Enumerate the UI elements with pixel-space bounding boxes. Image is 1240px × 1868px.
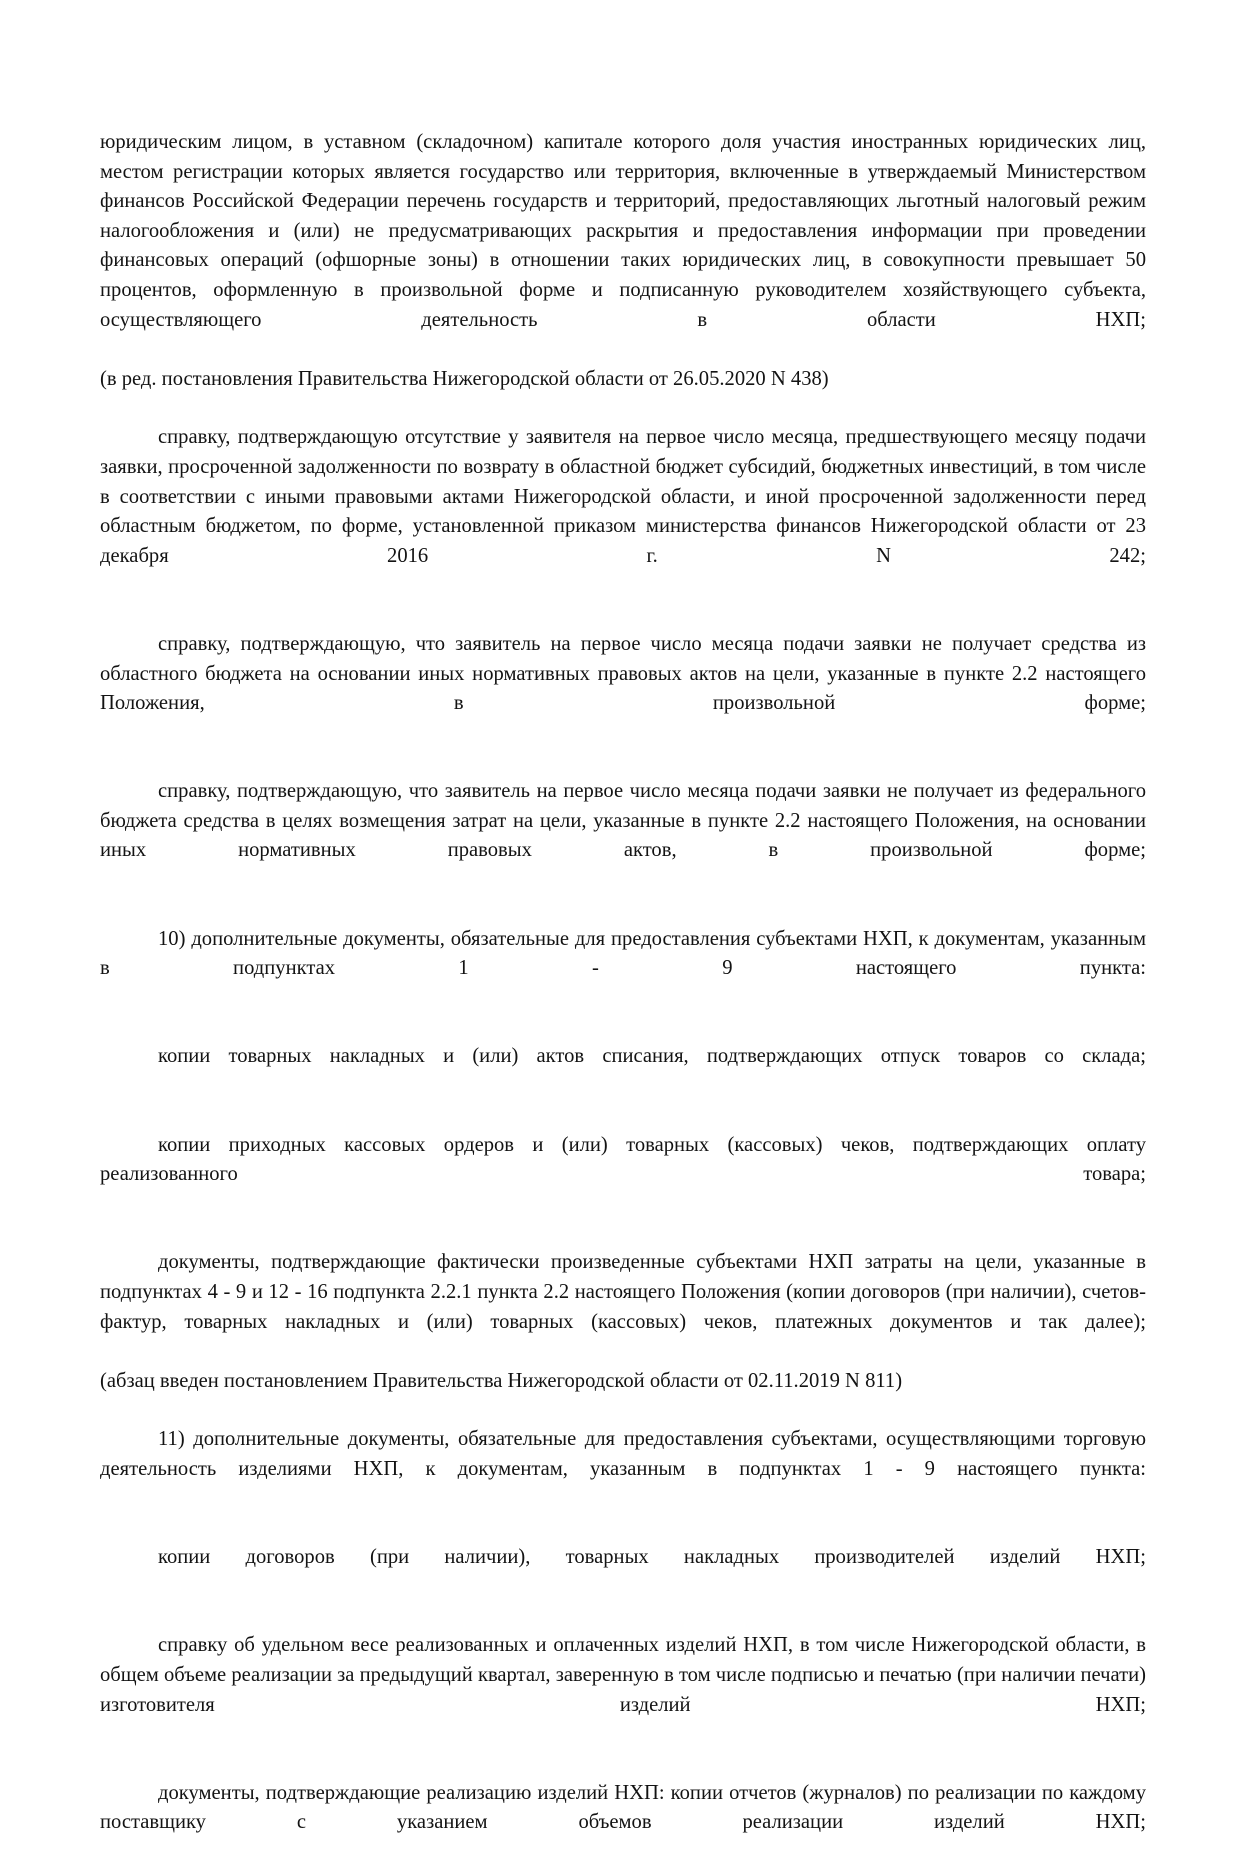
- paragraph-certificate-no-federal-funds: справку, подтверждающую, что заявитель на первое число месяца подачи заявки не получает из федерального бюджета средства в целях возмещения затрат на цели, указанные в пункте 2.2 настоящего Положения, на основании иных нормативных правовых актов, в произвольной форме;: [100, 780, 1146, 862]
- editorial-note-438: (в ред. постановления Правительства Нижегородской области от 26.05.2020 N 438): [100, 367, 829, 390]
- paragraph-certificate-no-overdue-debt: справку, подтверждающую отсутствие у заявителя на первое число месяца, предшествующего месяцу подачи заявки, просроченной задолженности по возврату в областной бюджет субсидий, бюджетных инвестиций, в том числе в соответствии с иными правовыми актами Нижегородской области, и иной просроченной задолженности перед областным бюджетом, по форме, установленной приказом министерства финансов Нижегородской области от 23 декабря 2016 г. N 242;: [100, 426, 1146, 567]
- block-spacer: [100, 748, 1146, 777]
- paragraph-copies-cash-orders: копии приходных кассовых ордеров и (или) товарных (кассовых) чеков, подтверждающих оплату реализованного товара;: [100, 1133, 1146, 1186]
- block-spacer: [100, 1219, 1146, 1248]
- block-spacer: [100, 601, 1146, 630]
- block-spacer: [100, 1013, 1146, 1042]
- editorial-note-811: (абзац введен постановлением Правительства Нижегородской области от 02.11.2019 N 811): [100, 1369, 903, 1392]
- paragraph-copies-waybills: копии товарных накладных и (или) актов списания, подтверждающих отпуск товаров со склада;: [158, 1045, 1146, 1068]
- paragraph-certificate-share-weight: справку об удельном весе реализованных и оплаченных изделий НХП, в том числе Нижегородской области, в общем объеме реализации за предыдущий квартал, заверенную в том числе подписью и печатью (при наличии печати) изготовителя изделий НХП;: [100, 1634, 1146, 1716]
- paragraph-documents-confirming-sales: документы, подтверждающие реализацию изделий НХП: копии отчетов (журналов) по реализации по каждому поставщику с указанием объемов реализации изделий НХП;: [100, 1781, 1146, 1834]
- block-spacer: [100, 1750, 1146, 1779]
- block-spacer: [100, 1102, 1146, 1131]
- block-spacer: [100, 1396, 1146, 1425]
- block-spacer: [100, 1602, 1146, 1631]
- block-spacer: [100, 394, 1146, 423]
- paragraph-continuation: юридическим лицом, в уставном (складочном) капитале которого доля участия иностранных юридических лиц, местом регистрации которых является государство или территория, включенные в утверждаемый Министерством финансов Российской Федерации перечень государств и территорий, предоставляющих льготный налоговый режим налогообложения и (или) не предусматривающих раскрытия и предоставления информации при проведении финансовых операций (офшорные зоны) в отношении таких юридических лиц, в совокупности превышает 50 процентов, оформленную в произвольной форме и подписанную руководителем хозяйствующего субъекта, осуществляющего деятельность в области НХП;: [100, 131, 1146, 331]
- block-spacer: [100, 1514, 1146, 1543]
- document-text-body: [100, 128, 1146, 1868]
- list-item-10-additional-documents: 10) дополнительные документы, обязательные для предоставления субъектами НХП, к документам, указанным в подпунктах 1 - 9 настоящего пункта:: [100, 927, 1146, 980]
- paragraph-documents-actual-costs: документы, подтверждающие фактически произведенные субъектами НХП затраты на цели, указанные в подпунктах 4 - 9 и 12 - 16 подпункта 2.2.1 пункта 2.2 настоящего Положения (копии договоров (при наличии), счетов-фактур, товарных накладных и (или) товарных (кассовых) чеков, платежных документов и так далее);: [100, 1251, 1146, 1333]
- paragraph-certificate-no-regional-funds: справку, подтверждающую, что заявитель на первое число месяца подачи заявки не получает средства из областного бюджета на основании иных нормативных правовых актов на цели, указанные в пункте 2.2 настоящего Положения, в произвольной форме;: [100, 632, 1146, 715]
- list-item-11-additional-documents: 11) дополнительные документы, обязательные для предоставления субъектами, осуществляющими торговую деятельность изделиями НХП, к документам, указанным в подпунктах 1 - 9 настоящего пункта:: [100, 1428, 1146, 1480]
- paragraph-copies-contracts-waybills: копии договоров (при наличии), товарных накладных производителей изделий НХП;: [158, 1546, 1146, 1569]
- block-spacer: [100, 896, 1146, 925]
